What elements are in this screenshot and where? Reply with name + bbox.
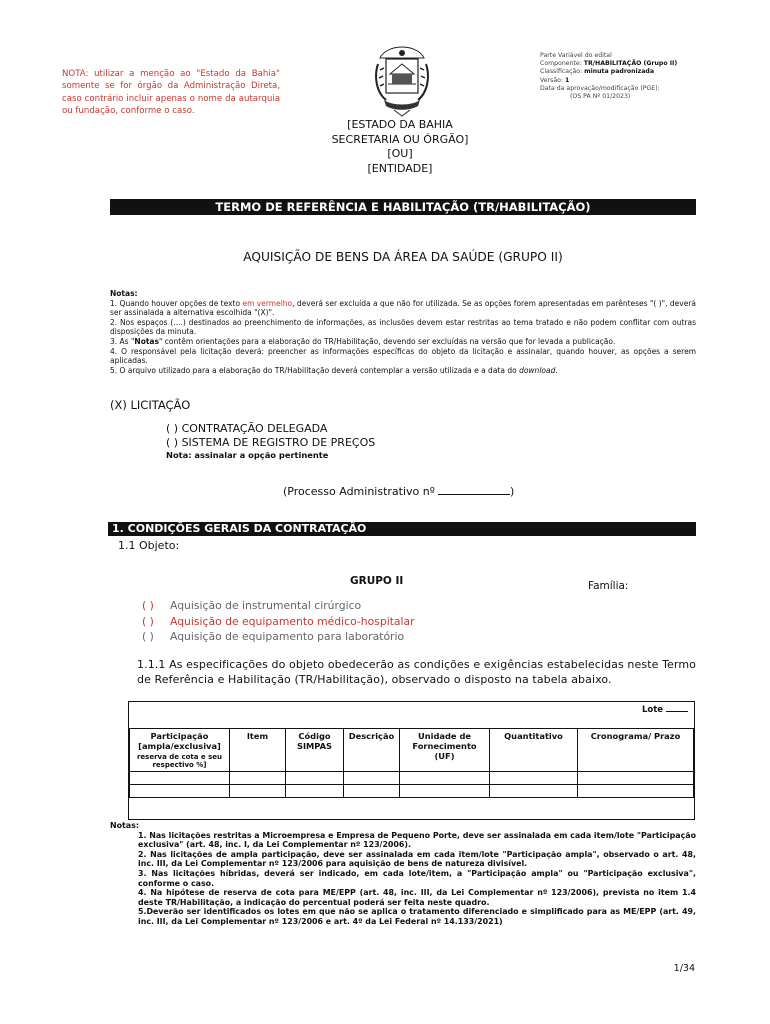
familia-option-instrumental: ( ) Aquisição de instrumental cirúrgico — [142, 599, 362, 612]
items-table — [128, 701, 695, 820]
col-item: Item — [230, 729, 286, 772]
col-unidade: Unidade de Fornecimento (UF) — [400, 729, 490, 772]
col-quantitativo: Quantitativo — [490, 729, 578, 772]
table-note-1: 1. Nas licitações restritas a Microempresa e Empresa de Pequeno Porte, deve ser assinalada em cada item/lote "Participação exclusiva" (art. 48, inc. I, da Lei Complementar nº 123/2006). — [138, 830, 696, 850]
entity-header: [ESTADO DA BAHIA SECRETARIA OU ÓRGÃO] [OU] [ENTIDADE] — [331, 118, 469, 175]
document-title: TERMO DE REFERÊNCIA E HABILITAÇÃO (TR/HABILITAÇÃO) — [110, 199, 696, 215]
top-note: NOTA: utilizar a menção ao "Estado da Bahia" somente se for órgão da Administração Direta, caso contrário incluir apenas o nome da autarquia ou fundação, conforme o caso. — [62, 69, 280, 117]
table-row — [130, 785, 694, 798]
table-note-5: 5.Deverão ser identificados os lotes em que não se aplica o tratamento diferenciado e simplificado para as ME/EPP (art. 49, inc. III, da Lei Complementar nº 123/2006 e art. 4º da Lei Federal nº 14.133/2021) — [138, 907, 696, 926]
table-notes: Notas: 1. Nas licitações restritas a Microempresa e Empresa de Pequeno Porte, deve ser assinalada em cada item/lote "Participação exclusiva" (art. 48, inc. I, da Lei Complementar nº 123/2006). 2. Nas licitações de ampla participação, deve ser assinalada em cada item/lote "Participação ampla", observado o art. 48, inc. III, da Lei Complementar nº 123/2006 para aquisição de bens de natureza divisível. 3. Nas licitações híbridas, deverá ser indicado, em cada lote/item, a "Participação ampla" ou "Participação exclusiva", conforme o caso. 4. Na hipótese de reserva de cota para ME/EPP (art. 48, inc. III, da Lei Complementar nº 123/2006), prevista no item 1.4 deste TR/Habilitação, a indicação do percentual poderá ser feita neste quadro. 5.Deverão ser identificados os lotes em que não se aplica o tratamento diferenciado e simplificado para as ME/EPP (art. 49, inc. III, da Lei Complementar nº 123/2006 e art. 4º da Lei Federal nº 14.133/2021) — [110, 821, 696, 926]
familia-option-laboratorio: ( ) Aquisição de equipamento para laboratório — [142, 630, 405, 643]
section-1-heading: 1. CONDIÇÕES GERAIS DA CONTRATAÇÃO — [108, 522, 696, 536]
document-subtitle: AQUISIÇÃO DE BENS DA ÁREA DA SAÚDE (GRUPO II) — [243, 250, 563, 264]
specification-text: 1.1.1 As especificações do objeto obedecerão as condições e exigências estabelecidas neste Termo de Referência e Habilitação (TR/Habilitação), observado o disposto na tabela abaixo. — [137, 658, 696, 686]
notes-block: Notas: 1. Quando houver opções de texto em vermelho, deverá ser excluída a que não for utilizada. Se as opções forem apresentadas em parênteses "( )", deverá ser assinalada a alternativa escolhida "(X)". 2. Nos espaços (....) destinados ao preenchimento de informações, as inclusões devem estar restritas ao tema tratado e não podem conflitar com outras disposições da minuta. 3. As "Notas" contêm orientações para a elaboração do TR/Habilitação, devendo ser excluídas na versão que for levada a publicação. 4. O responsável pela licitação deverá: preencher as informações específicas do objeto da licitação e assinalar, quando houver, as opções a serem aplicadas. 5. O arquivo utilizado para a elaboração do TR/Habilitação deverá contemplar a versão utilizada e a data do download. — [110, 289, 696, 375]
processo-administrativo: (Processo Administrativo nº ) — [283, 485, 515, 498]
col-descricao: Descrição — [344, 729, 400, 772]
table-note-3: 3. Nas licitações híbridas, deverá ser indicado, em cada lote/item, a "Participação ampla" ou "Participação exclusiva", conforme o caso. — [138, 868, 696, 888]
lote-label: Lote — [642, 704, 688, 715]
familia-option-equipamento-medico: ( ) Aquisição de equipamento médico-hospitalar — [142, 614, 415, 628]
note-1: 1. Quando houver opções de texto em vermelho, deverá ser excluída a que não for utilizada. Se as opções forem apresentadas em parênteses "( )", deverá ser assinalada a alternativa escolhida "(X)". — [110, 298, 696, 318]
note-5: 5. O arquivo utilizado para a elaboração do TR/Habilitação deverá contemplar a versão utilizada e a data do download. — [110, 365, 558, 375]
grupo-label: GRUPO II — [350, 575, 404, 587]
col-participacao: Participação [ampla/exclusiva] reserva de cota e seu respectivo %] — [130, 729, 230, 772]
page-number: 1/34 — [673, 963, 695, 974]
note-2: 2. Nos espaços (....) destinados ao preenchimento de informações, as inclusões devem estar restritas ao tema tratado e não podem conflitar com outras disposições da minuta. — [110, 317, 696, 337]
familia-options — [142, 598, 415, 645]
option-registro-precos: ( ) SISTEMA DE REGISTRO DE PREÇOS — [166, 436, 376, 449]
option-contratacao-delegada: ( ) CONTRATAÇÃO DELEGADA — [166, 422, 328, 435]
table-row — [130, 772, 694, 785]
col-cronograma: Cronograma/ Prazo — [578, 729, 694, 772]
contract-options — [166, 422, 375, 461]
col-codigo: Código SIMPAS — [286, 729, 344, 772]
processo-number-line — [438, 485, 510, 495]
familia-label: Família: — [588, 580, 629, 592]
options-note: Nota: assinalar a opção pertinente — [166, 450, 329, 460]
bahia-coat-of-arms-icon — [372, 44, 432, 118]
note-4: 4. O responsável pela licitação deverá: preencher as informações específicas do objeto da licitação e assinalar, quando houver, as opções a serem aplicadas. — [110, 346, 696, 366]
document-metadata: Parte Variável do edital Componente: TR/HABILITAÇÃO (Grupo II) Classificação: minuta padronizada Versão: 1 Data da aprovação/modificação (PGE): (OS PA Nº 01/2023) — [540, 52, 678, 101]
objeto-label: 1.1 Objeto: — [118, 539, 180, 552]
table-note-4: 4. Na hipótese de reserva de cota para ME/EPP (art. 48, inc. III, da Lei Complementar nº 123/2006), prevista no item 1.4 deste TR/Habilitação, a indicação do percentual poderá ser feita neste quadro. — [138, 888, 696, 907]
note-3: 3. As "Notas" contêm orientações para a elaboração do TR/Habilitação, devendo ser excluídas na versão que for levada a publicação. — [110, 336, 616, 346]
licitacao-option: (X) LICITAÇÃO — [110, 398, 191, 412]
table-note-2: 2. Nas licitações de ampla participação, deve ser assinalada em cada item/lote "Participação ampla", observado o art. 48, inc. III, da Lei Complementar nº 123/2006 para aquisição de bens de natureza divisível. — [138, 849, 696, 869]
table-header-row — [130, 729, 694, 772]
